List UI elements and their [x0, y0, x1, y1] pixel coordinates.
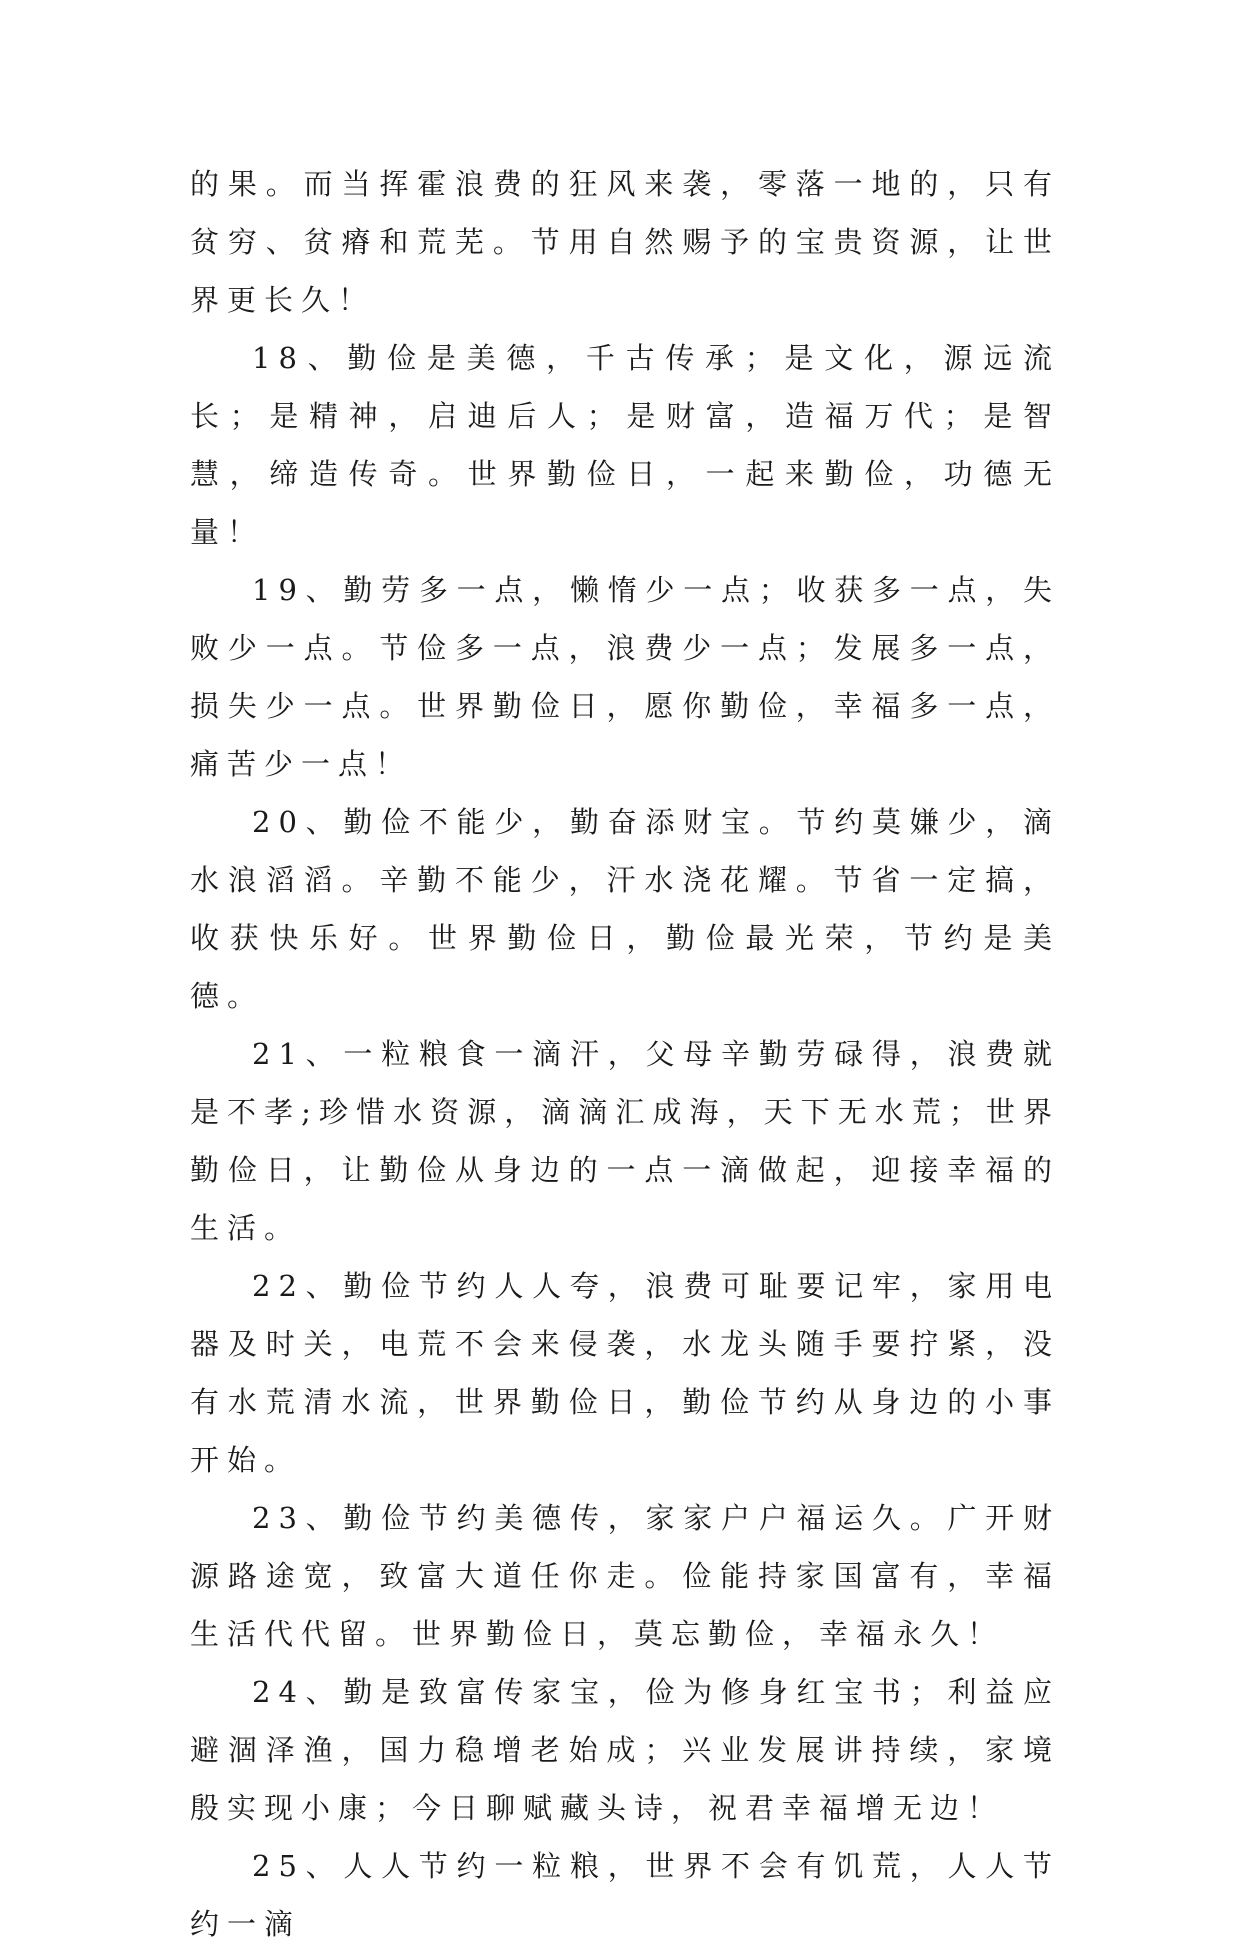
paragraph-21: 21、一粒粮食一滴汗，父母辛勤劳碌得，浪费就是不孝;珍惜水资源，滴滴汇成海，天下无水荒；世界勤俭日，让勤俭从身边的一点一滴做起，迎接幸福的生活。 [190, 1037, 1060, 1245]
paragraph-22: 22、勤俭节约人人夸，浪费可耻要记牢，家用电器及时关，电荒不会来侵袭，水龙头随手要拧紧，没有水荒清水流，世界勤俭日，勤俭节约从身边的小事开始。 [190, 1269, 1060, 1477]
paragraph-18: 18、勤俭是美德，千古传承；是文化，源远流长；是精神，启迪后人；是财富，造福万代；是智慧，缔造传奇。世界勤俭日，一起来勤俭，功德无量！ [190, 341, 1060, 549]
paragraph-20: 20、勤俭不能少，勤奋添财宝。节约莫嫌少，滴水浪滔滔。辛勤不能少，汗水浇花耀。节省一定搞，收获快乐好。世界勤俭日，勤俭最光荣，节约是美德。 [190, 805, 1060, 1013]
paragraph-19: 19、勤劳多一点，懒惰少一点；收获多一点，失败少一点。节俭多一点，浪费少一点；发展多一点，损失少一点。世界勤俭日，愿你勤俭，幸福多一点，痛苦少一点！ [190, 573, 1060, 781]
paragraph-23: 23、勤俭节约美德传，家家户户福运久。广开财源路途宽，致富大道任你走。俭能持家国富有，幸福生活代代留。世界勤俭日，莫忘勤俭，幸福永久！ [190, 1501, 1060, 1651]
document-body [190, 155, 1060, 1953]
paragraph-25: 25、人人节约一粒粮，世界不会有饥荒，人人节约一滴 [190, 1849, 1060, 1941]
paragraph-17-continued: 的果。而当挥霍浪费的狂风来袭，零落一地的，只有贫穷、贫瘠和荒芜。节用自然赐予的宝贵资源，让世界更长久！ [190, 167, 1060, 317]
paragraph-24: 24、勤是致富传家宝，俭为修身红宝书；利益应避涸泽渔，国力稳增老始成；兴业发展讲持续，家境殷实现小康；今日聊赋藏头诗，祝君幸福增无边！ [190, 1675, 1060, 1825]
